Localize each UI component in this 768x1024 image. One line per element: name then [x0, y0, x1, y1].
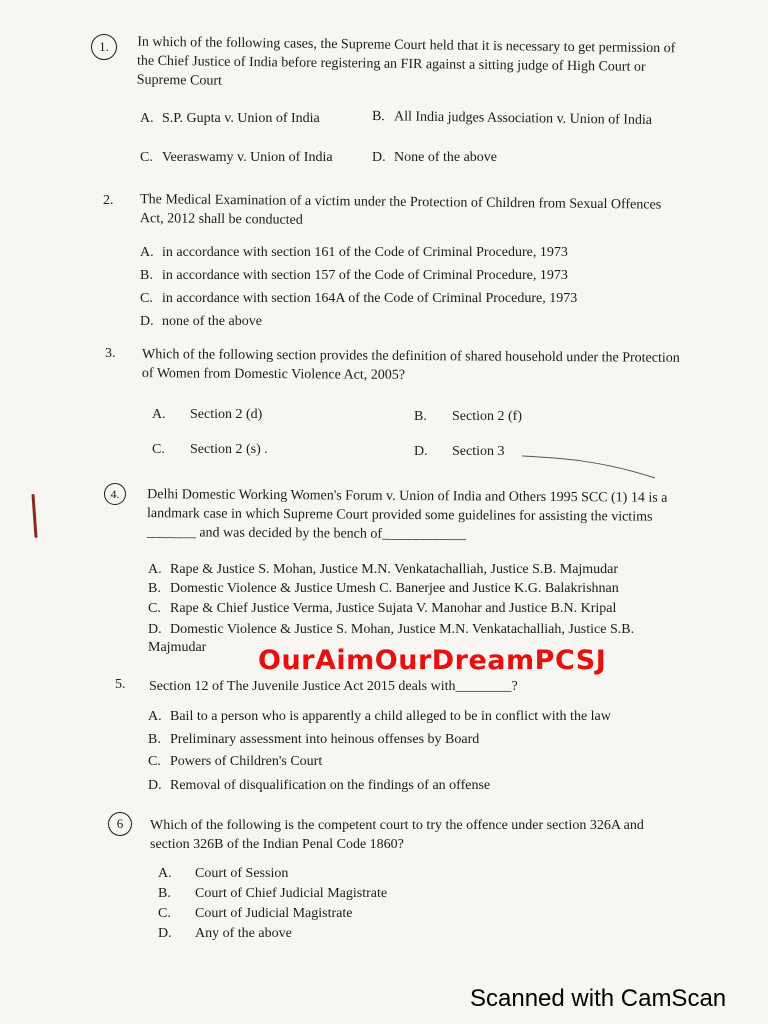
option-letter: C.	[148, 754, 161, 769]
option-letter: A.	[140, 245, 154, 260]
option-letter: B.	[371, 109, 385, 125]
question-text: The Medical Examination of a victim under the Protection of Children from Sexual Offences Act, 2012 shall be conducted	[139, 192, 662, 228]
option-letter: B.	[148, 581, 161, 596]
option	[140, 313, 262, 331]
option-letter: B.	[158, 886, 171, 901]
option-letter: C.	[148, 601, 161, 616]
option-text: Rape & Justice S. Mohan, Justice M.N. Venkatachalliah, Justice S.B. Majmudar	[170, 562, 619, 577]
question-number-circled: 1.	[91, 34, 117, 60]
option-letter: D.	[140, 314, 154, 329]
option	[158, 865, 288, 883]
option-text: Rape & Chief Justice Verma, Justice Sujata V. Manohar and Justice B.N. Kripal	[170, 601, 617, 616]
option-text: Preliminary assessment into heinous offenses by Board	[170, 732, 480, 747]
question-number-circled: 6	[108, 812, 132, 836]
option-text: Section 2 (s) .	[190, 442, 268, 457]
option	[152, 441, 268, 459]
option	[372, 149, 497, 167]
option-letter: D.	[372, 150, 386, 165]
option-text: Court of Session	[195, 866, 289, 881]
option	[414, 443, 505, 461]
margin-pen-mark	[31, 494, 37, 538]
option-letter: B.	[414, 409, 427, 424]
question-number: 3.	[105, 346, 116, 361]
option-letter: C.	[140, 291, 153, 306]
watermark-text: OurAimOurDreamPCSJ	[258, 645, 607, 676]
option-letter: D.	[158, 926, 172, 941]
option-letter: D.	[414, 444, 428, 459]
question-text: Section 12 of The Juvenile Justice Act 2015 deals with________?	[149, 679, 518, 694]
option-text: Domestic Violence & Justice S. Mohan, Justice M.N. Venkatachalliah, Justice S.B. Majmudar	[148, 622, 635, 655]
option-text: in accordance with section 157 of the Code of Criminal Procedure, 1973	[162, 268, 568, 283]
option-letter: B.	[140, 268, 153, 283]
option	[140, 149, 333, 167]
option-text: Removal of disqualification on the findings of an offense	[170, 778, 491, 793]
option	[148, 708, 611, 726]
option-letter: C.	[152, 442, 165, 457]
scanner-footer-text: Scanned with CamScan	[470, 985, 727, 1012]
option-text: None of the above	[394, 150, 498, 165]
question-text: Which of the following section provides the definition of shared household under the Protection of Women from Domestic Violence Act, 2005?	[141, 347, 680, 383]
option-letter: A.	[158, 866, 172, 881]
option	[158, 885, 387, 903]
option-text: Veeraswamy v. Union of India	[162, 150, 333, 165]
question-text: Which of the following is the competent court to try the offence under section 326A and section 326B of the Indian Penal Code 1860?	[150, 818, 644, 852]
option	[140, 290, 577, 308]
pen-stroke-mark	[520, 448, 660, 484]
question-text: Delhi Domestic Working Women's Forum v. Union of India and Others 1995 SCC (1) 14 is a landmark case in which Supreme Court provided some guidelines for assisting the victims _______ and was decided by the bench of____________	[146, 487, 668, 543]
option	[148, 600, 616, 618]
question-number: 5.	[115, 677, 126, 692]
option-letter: A.	[140, 111, 154, 126]
option	[148, 561, 618, 579]
option-text: none of the above	[162, 314, 262, 329]
option-text: Section 2 (f)	[452, 409, 522, 424]
option	[152, 406, 262, 424]
option-text: Court of Chief Judicial Magistrate	[195, 886, 388, 901]
option-letter: D.	[148, 778, 162, 793]
option	[148, 731, 479, 749]
option-text: Any of the above	[195, 926, 292, 941]
option	[148, 777, 490, 795]
option-letter: A.	[148, 709, 162, 724]
question-number: 2.	[103, 193, 114, 208]
option	[158, 905, 352, 923]
option	[414, 408, 522, 426]
option-letter: A.	[148, 562, 162, 577]
option-letter: C.	[158, 906, 171, 921]
option	[158, 925, 292, 943]
option-letter: B.	[148, 732, 161, 747]
question-text: In which of the following cases, the Supreme Court held that it is necessary to get permission of the Chief Justice of India before registering an FIR against a sitting judge of High Court or Supreme Court	[136, 34, 676, 89]
option	[148, 753, 322, 771]
option	[148, 580, 619, 598]
question-number-circled: 4.	[104, 483, 126, 505]
option-text: Section 3	[452, 444, 505, 459]
option	[140, 110, 320, 128]
option-text: Domestic Violence & Justice Umesh C. Banerjee and Justice K.G. Balakrishnan	[170, 581, 619, 596]
option-letter: C.	[140, 150, 153, 165]
option	[372, 108, 652, 130]
option-text: in accordance with section 161 of the Code of Criminal Procedure, 1973	[162, 245, 568, 260]
option-text: Section 2 (d)	[190, 407, 263, 422]
option-text: Bail to a person who is apparently a child alleged to be in conflict with the law	[170, 709, 611, 724]
option-text: S.P. Gupta v. Union of India	[162, 111, 320, 126]
option	[140, 267, 568, 285]
option-text: Court of Judicial Magistrate	[195, 906, 353, 921]
option-letter: A.	[152, 407, 166, 422]
option-letter: D.	[148, 622, 162, 637]
option-text: All India judges Association v. Union of India	[393, 109, 653, 128]
option	[140, 244, 568, 262]
option-text: Powers of Children's Court	[170, 754, 323, 769]
option-text: in accordance with section 164A of the Code of Criminal Procedure, 1973	[162, 291, 578, 306]
